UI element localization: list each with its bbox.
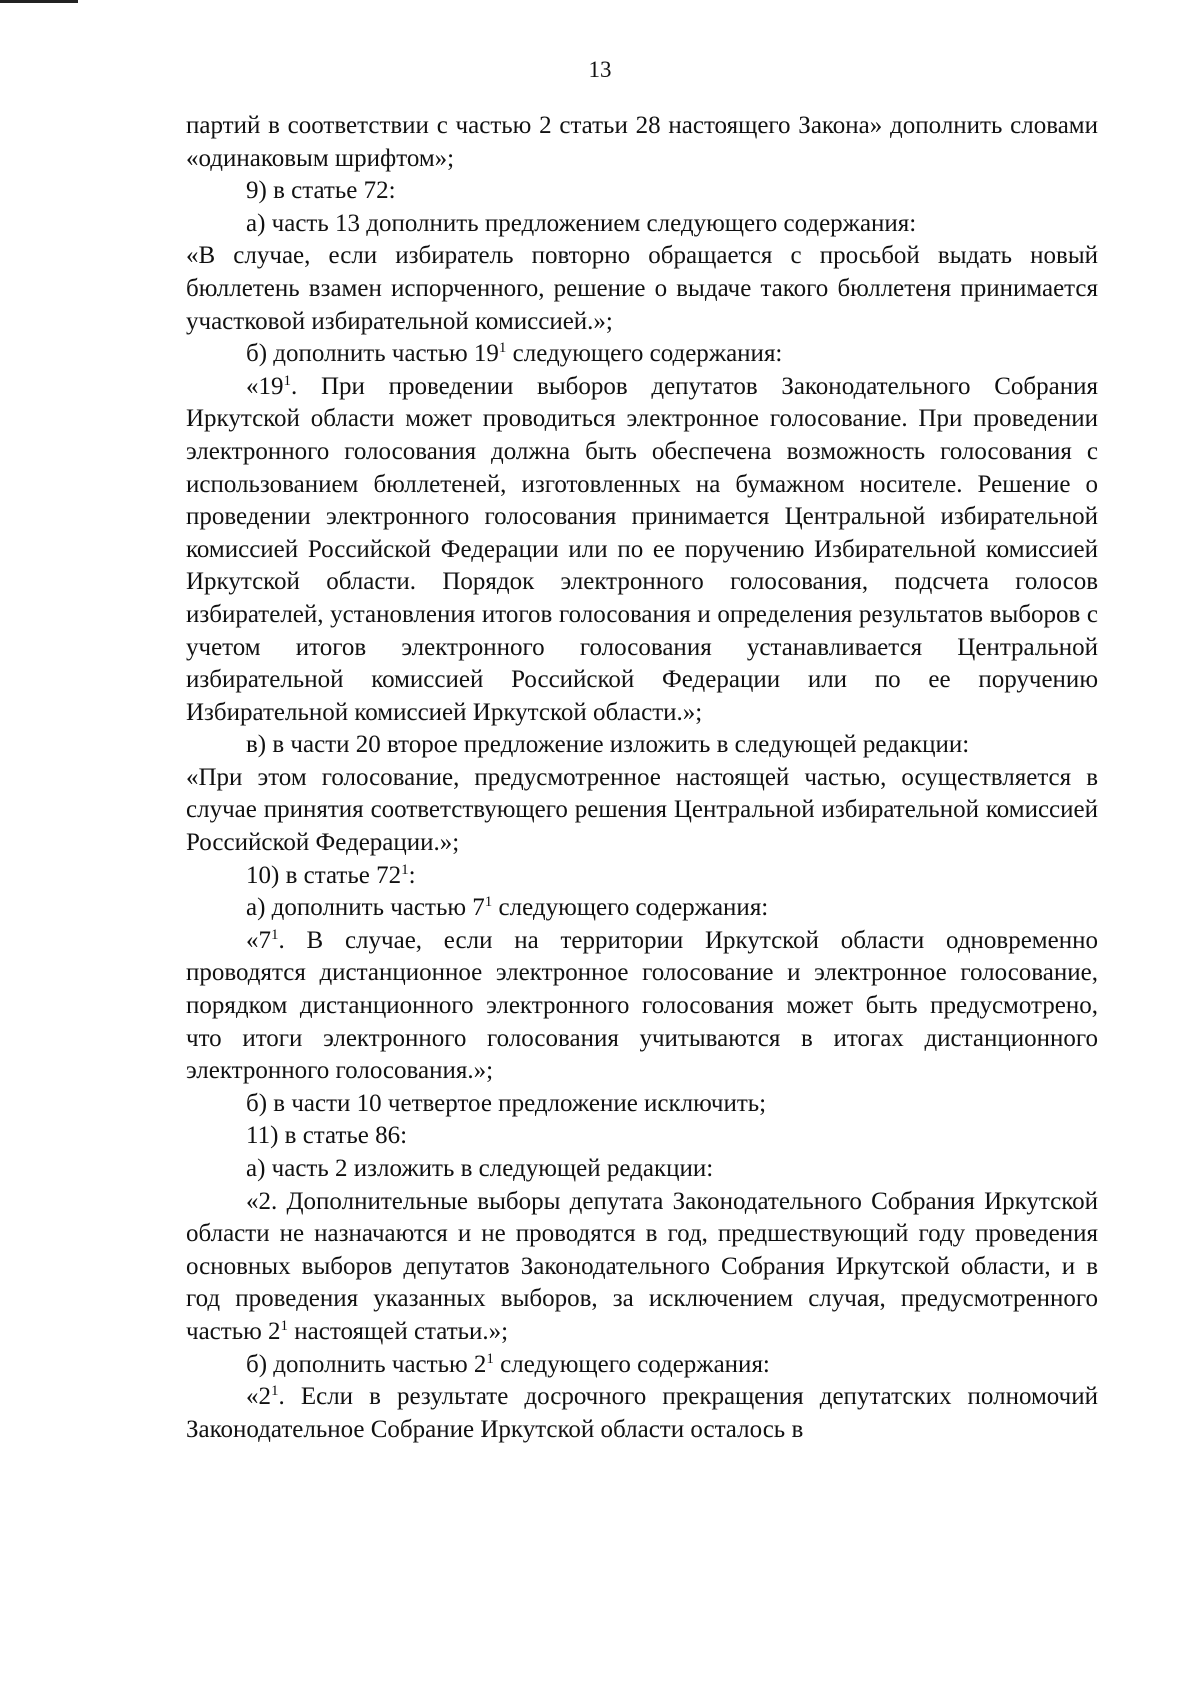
paragraph [186,175,1098,208]
paragraph [186,1120,1098,1153]
text-run: следующего содержания: [493,1350,770,1378]
paragraph [186,892,1098,925]
text-run: б) дополнить частью 19 [246,340,499,368]
paragraph [186,1349,1098,1382]
paragraph [186,729,1098,762]
text-run: б) в части 10 четвертое предложение исключить; [246,1089,767,1117]
text-run: а) часть 13 дополнить предложением следующего содержания: [246,209,917,237]
text-run: «В случае, если избиратель повторно обращается с просьбой выдать новый бюллетень взамен испорченного, решение о выдаче такого бюллетеня принимается участковой избирательной комиссией.»; [186,242,1098,335]
text-run: 9) в статье 72: [246,177,396,205]
text-run: «При этом голосование, предусмотренное настоящей частью, осуществляется в случае принятия соответствующего решения Центральной избирательной комиссией Российской Федерации.»; [186,763,1098,857]
text-run: а) дополнить частью 7 [246,894,485,922]
text-run: настоящей статьи.»; [288,1317,509,1345]
superscript-index: 1 [498,340,507,357]
text-run: : [408,861,416,889]
text-run: 11) в статье 86: [246,1122,408,1150]
text-run: «2. Дополнительные выборы депутата Законодательного Собрания Иркутской области не назначаются и не проводятся в год, предшествующий году проведения основных выборов депутатов Законодательного Собрания Иркутской области, и в год проведения указанных выборов, за исключением случая, предусмотренного частью 2 [186,1187,1098,1345]
document-body [186,110,1098,1446]
paragraph [186,1088,1098,1121]
paragraph [186,338,1098,371]
text-run: партий в соответствии с частью 2 статьи 28 настоящего Закона» дополнить словами «одинаковым шрифтом»; [186,112,1098,172]
paragraph [186,371,1098,730]
text-run: «19 [246,372,284,400]
superscript-index: 1 [283,372,291,389]
paragraph [186,860,1098,893]
text-run: «7 [246,926,271,954]
paragraph [186,208,1098,241]
text-run: . Если в результате досрочного прекращения депутатских полномочий Законодательное Собрание Иркутской области осталось в [186,1383,1098,1443]
superscript-index: 1 [271,926,279,943]
text-run: следующего содержания: [506,340,783,368]
paragraph [186,1381,1098,1446]
paragraph [186,1153,1098,1186]
text-run: 10) в статье 72 [246,861,402,889]
paragraph [186,240,1098,338]
text-run: в) в части 20 второе предложение изложить в следующей редакции: [246,731,970,759]
superscript-index: 1 [484,894,493,911]
text-run: «2 [246,1383,271,1411]
paragraph [186,110,1098,175]
superscript-index: 1 [401,861,409,878]
superscript-index: 1 [280,1317,289,1334]
text-run: следующего содержания: [492,894,769,922]
superscript-index: 1 [486,1350,494,1367]
paragraph [186,1186,1098,1349]
page-number: 13 [588,57,612,82]
text-run: а) часть 2 изложить в следующей редакции: [246,1155,714,1182]
superscript-index: 1 [271,1383,279,1400]
paragraph [186,925,1098,1088]
text-run: . В случае, если на территории Иркутской области одновременно проводятся дистанционное электронное голосование и электронное голосование, порядком дистанционного электронного голосования может быть предусмотрено, что итоги электронного голосования учитываются в итогах дистанционного электронного голосования.»; [186,926,1098,1085]
scan-edge-mark [0,0,78,3]
paragraph [186,762,1098,860]
text-run: . При проведении выборов депутатов Законодательного Собрания Иркутской области может проводиться электронное голосование. При проведении электронного голосования должна быть обеспечена возможность голосования с использованием бюллетеней, изготовленных на бумажном носителе. Решение о проведении электронного голосования принимается Центральной избирательной комиссией Российской Федерации или по ее поручению Избирательной комиссией Иркутской области. Порядок электронного голосования, подсчета голосов избирателей, установления итогов голосования и определения результатов выборов с учетом итогов электронного голосования устанавливается Центральной избирательной комиссией Российской Федерации или по ее поручению Избирательной комиссией Иркутской области.»; [186,372,1098,726]
text-run: б) дополнить частью 2 [246,1350,487,1378]
